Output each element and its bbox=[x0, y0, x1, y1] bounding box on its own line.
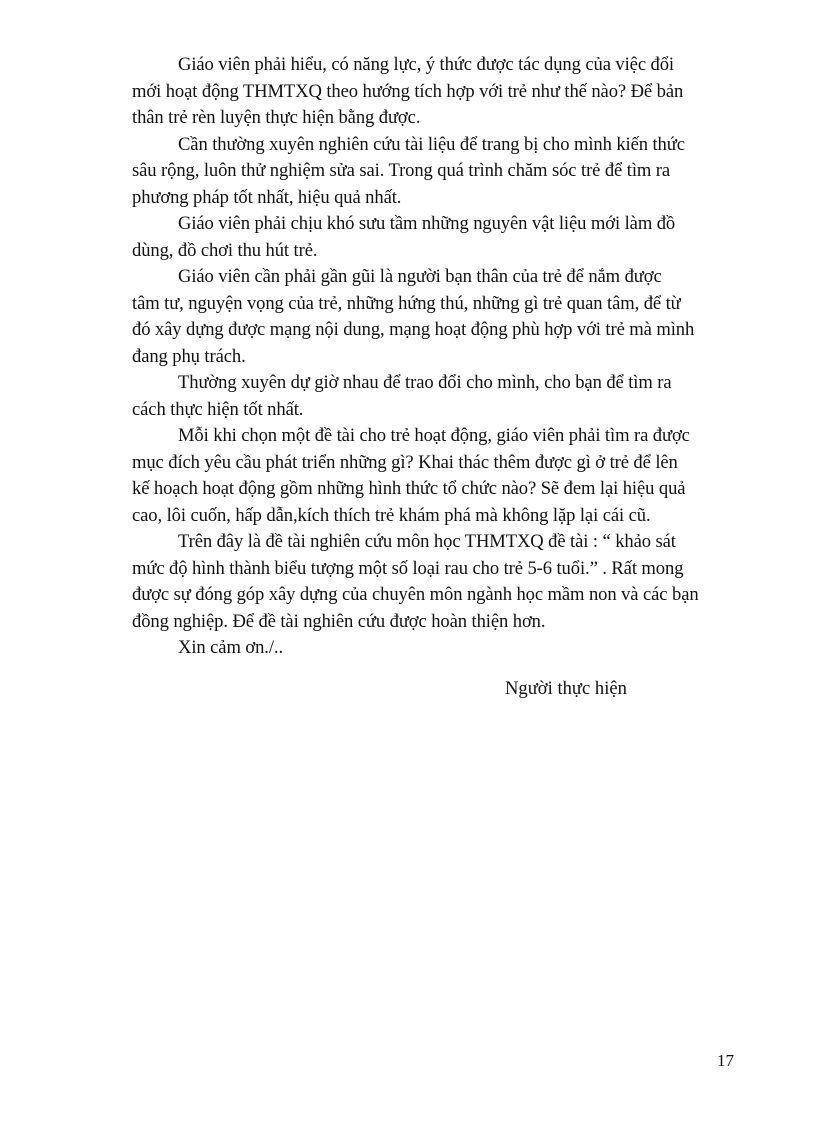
text-line: đó xây dựng được mạng nội dung, mạng hoạt động phù hợp với trẻ mà mình bbox=[132, 319, 695, 340]
body-text bbox=[132, 52, 742, 662]
text-line: Cần thường xuyên nghiên cứu tài liệu để trang bị cho mình kiến thức bbox=[178, 133, 685, 155]
text-line: Giáo viên cần phải gần gũi là người bạn thân của trẻ để nắm được bbox=[178, 266, 662, 287]
text-line: cao, lôi cuốn, hấp dẫn,kích thích trẻ khám phá mà không lặp lại cái cũ. bbox=[132, 504, 651, 526]
text-line: sâu rộng, luôn thử nghiệm sửa sai. Trong quá trình chăm sóc trẻ để tìm ra bbox=[132, 160, 671, 181]
page-number: 17 bbox=[717, 1051, 734, 1070]
text-line: dùng, đồ chơi thu hút trẻ. bbox=[132, 239, 318, 261]
signature-label: Người thực hiện bbox=[505, 678, 627, 699]
text-line: phương pháp tốt nhất, hiệu quả nhất. bbox=[132, 186, 402, 208]
paragraph-closing bbox=[132, 635, 742, 662]
text-line: mức độ hình thành biểu tượng một số loại rau cho trẻ 5-6 tuổi.” . Rất mong bbox=[132, 557, 684, 579]
text-line: thân trẻ rèn luyện thực hiện bằng được. bbox=[132, 107, 421, 128]
paragraph-7 bbox=[132, 529, 742, 635]
paragraph-1 bbox=[132, 52, 742, 132]
text-line: đồng nghiệp. Để đề tài nghiên cứu được hoàn thiện hơn. bbox=[132, 610, 546, 632]
text-line: mới hoạt động THMTXQ theo hướng tích hợp với trẻ như thế nào? Để bản bbox=[132, 80, 684, 102]
text-line: Giáo viên phải chịu khó sưu tầm những nguyên vật liệu mới làm đồ bbox=[178, 213, 676, 234]
paragraph-6 bbox=[132, 423, 742, 529]
text-line: được sự đóng góp xây dựng của chuyên môn ngành học mầm non và các bạn bbox=[132, 584, 699, 605]
text-line: Xin cảm ơn./.. bbox=[178, 637, 283, 658]
paragraph-5 bbox=[132, 370, 742, 423]
text-line: đang phụ trách. bbox=[132, 345, 246, 367]
paragraph-2 bbox=[132, 132, 742, 212]
text-line: cách thực hiện tốt nhất. bbox=[132, 398, 304, 420]
paragraph-4 bbox=[132, 264, 742, 370]
text-line: Thường xuyên dự giờ nhau để trao đổi cho mình, cho bạn để tìm ra bbox=[178, 372, 672, 393]
text-line: Giáo viên phải hiểu, có năng lực, ý thức được tác dụng của việc đổi bbox=[178, 54, 674, 75]
text-line: tâm tư, nguyện vọng của trẻ, những hứng thú, những gì trẻ quan tâm, để từ bbox=[132, 292, 681, 314]
text-line: mục đích yêu cầu phát triển những gì? Khai thác thêm được gì ở trẻ để lên bbox=[132, 451, 678, 473]
paragraph-3 bbox=[132, 211, 742, 264]
text-line: Trên đây là đề tài nghiên cứu môn học THMTXQ đề tài : “ khảo sát bbox=[178, 531, 676, 552]
text-line: kế hoạch hoạt động gồm những hình thức tổ chức nào? Sẽ đem lại hiệu quả bbox=[132, 478, 686, 499]
text-line: Mỗi khi chọn một đề tài cho trẻ hoạt động, giáo viên phải tìm ra được bbox=[178, 425, 690, 446]
